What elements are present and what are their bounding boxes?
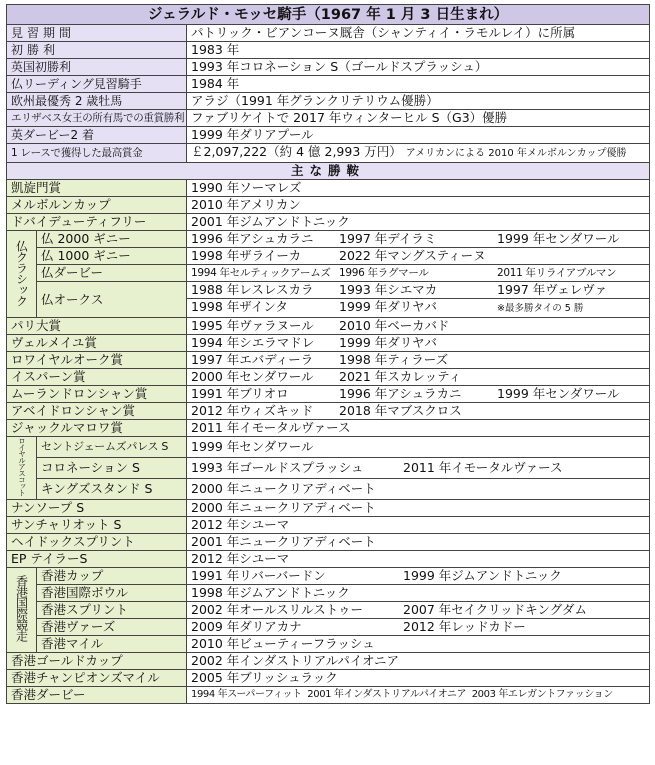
race-row — [7, 516, 650, 533]
race-name: 香港ダービー — [7, 686, 187, 703]
race-row — [7, 686, 650, 703]
profile-label: 初勝利 — [7, 42, 187, 59]
win: 1998 年ティラーズ — [339, 352, 449, 367]
profile-row — [7, 127, 650, 144]
prize-note: アメリカンによる 2010 年メルボルンカップ優勝 — [405, 148, 627, 159]
win: 2011 年リライアブルマン — [497, 267, 617, 279]
race-name: サンチャリオット S — [7, 516, 187, 533]
race-name: セントジェームズパレス S — [37, 437, 187, 458]
document-title: ジェラルド・モッセ騎手（1967 年 1 月 3 日生まれ） — [7, 5, 650, 25]
group-label-royal-ascot: ロイヤルアスコット — [7, 437, 37, 500]
profile-label: 仏リーディング見習騎手 — [7, 76, 187, 93]
race-wins — [187, 567, 650, 584]
race-row — [7, 369, 650, 386]
race-wins — [187, 669, 650, 686]
race-name: 仏 2000 ギニー — [37, 231, 187, 248]
group-label-hong-kong-international: 香港国際競走 — [7, 567, 37, 652]
prize-amount: ￡2,097,222（約 4 億 2,993 万円） — [191, 144, 402, 159]
race-wins — [187, 686, 650, 703]
race-name: ドバイデューティフリー — [7, 214, 187, 231]
win: 2001 年ジムアンドトニック — [191, 214, 350, 229]
race-row — [7, 282, 650, 299]
win: 1997 年エバディーラ — [191, 352, 314, 367]
profile-label: 欧州最優秀 2 歳牡馬 — [7, 93, 187, 110]
race-wins — [187, 457, 650, 478]
race-row — [7, 197, 650, 214]
race-row — [7, 601, 650, 618]
race-wins — [187, 584, 650, 601]
win: 1997 年デイラミ — [339, 231, 437, 246]
race-name: アベイドロンシャン賞 — [7, 403, 187, 420]
win: 2010 年ビューティーフラッシュ — [191, 635, 375, 651]
win: 1991 年リバーバードン — [191, 567, 326, 583]
win: 2012 年レッドカドー — [403, 618, 526, 634]
profile-label: 見習期間 — [7, 25, 187, 42]
race-wins — [187, 499, 650, 516]
win: 2005 年ブリッシュラック — [191, 669, 338, 685]
race-name: キングズスタンド S — [37, 478, 187, 499]
profile-label: エリザベス女王の所有馬での重賞勝利 — [7, 110, 187, 127]
race-wins — [187, 369, 650, 386]
win: 2011 年イモータルヴァース — [191, 420, 351, 435]
race-row — [7, 669, 650, 686]
race-row — [7, 403, 650, 420]
race-wins — [187, 618, 650, 635]
win: 1988 年レスレスカラ — [191, 282, 314, 297]
profile-label: 英ダービー2 着 — [7, 127, 187, 144]
profile-value: 1993 年コロネーション S（ゴールドスプラッシュ） — [187, 59, 650, 76]
win: 1997 年ヴェレヴァ — [497, 282, 608, 297]
race-wins — [187, 335, 650, 352]
win: 2012 年シユーマ — [191, 516, 290, 532]
profile-row — [7, 25, 650, 42]
race-wins — [187, 197, 650, 214]
profile-value: ファブリケイトで 2017 年ウィンターヒル S（G3）優勝 — [187, 110, 650, 127]
race-row — [7, 352, 650, 369]
race-row — [7, 652, 650, 669]
race-wins — [187, 352, 650, 369]
race-name: 香港スプリント — [37, 601, 187, 618]
win: 1991 年ブリオロ — [191, 386, 289, 401]
race-row — [7, 437, 650, 458]
title-row — [7, 5, 650, 25]
race-row — [7, 618, 650, 635]
win: 2000 年ニュークリアディベート — [191, 480, 376, 496]
win: 1998 年ザライーカ — [191, 248, 302, 263]
win: 2010 年ベーカバド — [339, 318, 450, 333]
race-wins — [187, 318, 650, 335]
win: 1996 年ラグマール — [339, 267, 429, 279]
race-row — [7, 550, 650, 567]
race-name: 香港ヴァーズ — [37, 618, 187, 635]
race-row — [7, 231, 650, 248]
race-name: コロネーション S — [37, 457, 187, 478]
race-name: 仏 1000 ギニー — [37, 248, 187, 265]
profile-row — [7, 76, 650, 93]
race-row — [7, 335, 650, 352]
race-wins — [187, 601, 650, 618]
race-row — [7, 499, 650, 516]
win: 2001 年ニュークリアディベート — [191, 533, 376, 549]
race-wins — [187, 231, 650, 248]
race-row — [7, 478, 650, 499]
win: 2011 年イモータルヴァース — [403, 459, 563, 475]
profile-row — [7, 110, 650, 127]
win: 2007 年セイクリッドキングダム — [403, 601, 588, 617]
race-name: イスパーン賞 — [7, 369, 187, 386]
race-name: ヘイドックスプリント — [7, 533, 187, 550]
section-row — [7, 163, 650, 180]
win: 1998 年ジムアンドトニック — [191, 584, 350, 600]
race-wins — [187, 248, 650, 265]
win: 1990 年ソーマレズ — [191, 180, 302, 195]
profile-value — [187, 144, 650, 163]
race-name: ロワイヤルオーク賞 — [7, 352, 187, 369]
race-wins — [187, 403, 650, 420]
race-row — [7, 420, 650, 437]
race-name: 仏ダービー — [37, 265, 187, 282]
group-label-france-classics: 仏クラシック — [7, 231, 37, 318]
race-row — [7, 214, 650, 231]
race-row — [7, 457, 650, 478]
profile-table — [6, 4, 650, 704]
jockey-profile-document — [6, 4, 649, 704]
win: 1994 年スーパーフィット — [191, 688, 302, 700]
race-row — [7, 318, 650, 335]
race-name: 香港国際ボウル — [37, 584, 187, 601]
profile-label: 英国初勝利 — [7, 59, 187, 76]
race-name: パリ大賞 — [7, 318, 187, 335]
race-name: ヴェルメイユ賞 — [7, 335, 187, 352]
win: 1995 年ヴァラヌール — [191, 318, 314, 333]
profile-value: パトリック・ビアンコーヌ厩舎（シャンティイ・ラモルレイ）に所属 — [187, 25, 650, 42]
win: 2001 年インダストリアルパイオニア — [307, 688, 467, 700]
win: 2002 年インダストリアルパイオニア — [191, 652, 400, 668]
win: 2012 年シユーマ — [191, 550, 290, 566]
win: 1999 年ダリヤバ — [339, 335, 438, 350]
profile-value: 1983 年 — [187, 42, 650, 59]
race-name: 凱旋門賞 — [7, 180, 187, 197]
race-wins — [187, 214, 650, 231]
race-wins — [187, 437, 650, 458]
win: 1999 年センダワール — [497, 231, 620, 246]
race-name: 香港カップ — [37, 567, 187, 584]
race-wins — [187, 180, 650, 197]
win: 2009 年ダリアカナ — [191, 618, 302, 634]
race-name: 香港ゴールドカップ — [7, 652, 187, 669]
profile-row — [7, 59, 650, 76]
race-row — [7, 180, 650, 197]
race-row — [7, 584, 650, 601]
race-row — [7, 567, 650, 584]
win: 1999 年ジムアンドトニック — [403, 567, 562, 583]
race-name: 香港マイル — [37, 635, 187, 652]
win: 1999 年ダリヤバ — [339, 299, 438, 314]
win: 2000 年ニュークリアディベート — [191, 499, 376, 515]
race-wins — [187, 652, 650, 669]
section-title: 主な勝鞍 — [7, 163, 650, 180]
profile-label: 1 レースで獲得した最高賞金 — [7, 144, 187, 163]
race-row — [7, 635, 650, 652]
win: 2018 年マブスクロス — [339, 403, 462, 418]
win: 1996 年アシュカラニ — [191, 231, 314, 246]
win: 2002 年オールスリルストゥー — [191, 601, 363, 617]
race-row — [7, 386, 650, 403]
win: 2021 年スカレッティ — [339, 369, 462, 384]
race-name: 香港チャンピオンズマイル — [7, 669, 187, 686]
race-wins — [187, 265, 650, 282]
race-wins — [187, 478, 650, 499]
win: 1994 年シエラマドレ — [191, 335, 315, 350]
race-note: ※最多勝タイの 5 勝 — [497, 303, 584, 314]
profile-row — [7, 42, 650, 59]
profile-row — [7, 144, 650, 163]
win: 1999 年センダワール — [191, 438, 314, 454]
race-name: ナンソープ S — [7, 499, 187, 516]
win: 1996 年アシュラカニ — [339, 386, 462, 401]
win: 2000 年センダワール — [191, 369, 314, 384]
race-row — [7, 265, 650, 282]
win: 2012 年ウィズキッド — [191, 403, 314, 418]
race-name: ムーランドロンシャン賞 — [7, 386, 187, 403]
race-wins — [187, 635, 650, 652]
race-name: 仏オークス — [37, 282, 187, 318]
race-name: ジャックルマロワ賞 — [7, 420, 187, 437]
profile-value: 1984 年 — [187, 76, 650, 93]
win: 1993 年シエマカ — [339, 282, 438, 297]
race-name: メルボルンカップ — [7, 197, 187, 214]
race-wins — [187, 533, 650, 550]
race-wins — [187, 386, 650, 403]
win: 2010 年アメリカン — [191, 197, 301, 212]
win: 1999 年センダワール — [497, 386, 620, 401]
win: 1994 年セルティックアームズ — [191, 267, 331, 279]
race-name: EP テイラーS — [7, 550, 187, 567]
race-wins — [187, 299, 650, 318]
win: 1998 年ザインタ — [191, 299, 288, 314]
profile-value: アラジ（1991 年グランクリテリウム優勝） — [187, 93, 650, 110]
profile-row — [7, 93, 650, 110]
race-row — [7, 248, 650, 265]
race-wins — [187, 420, 650, 437]
race-wins — [187, 550, 650, 567]
win: 2003 年エレガントファッション — [471, 688, 613, 700]
race-row — [7, 533, 650, 550]
race-wins — [187, 516, 650, 533]
win: 2022 年マングスティーヌ — [339, 248, 486, 263]
race-wins — [187, 282, 650, 299]
win: 1993 年ゴールドスプラッシュ — [191, 459, 364, 475]
profile-value: 1999 年ダリアプール — [187, 127, 650, 144]
